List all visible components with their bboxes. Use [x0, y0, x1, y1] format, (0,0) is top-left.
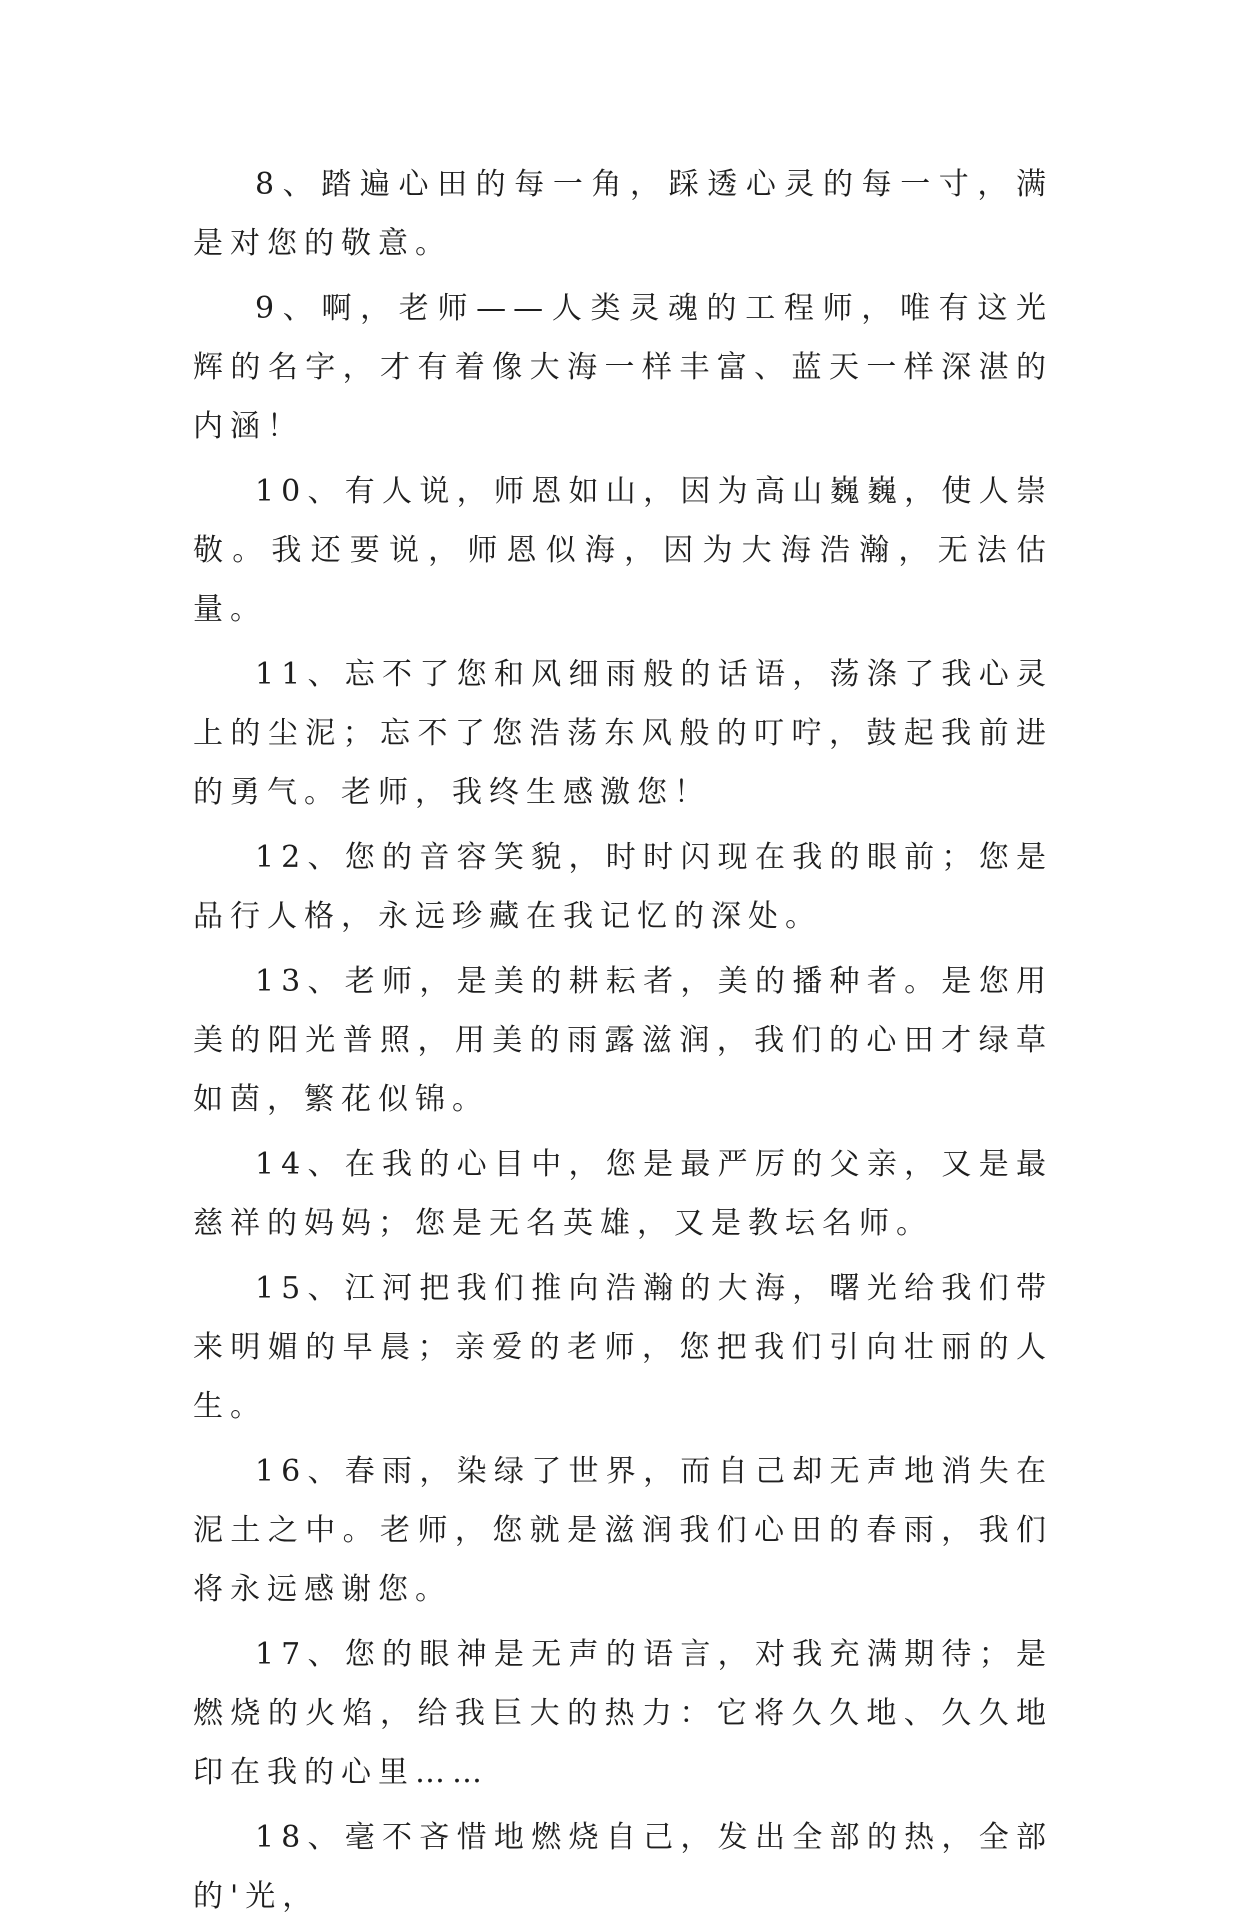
paragraph-17: 17、您的眼神是无声的语言，对我充满期待；是燃烧的火焰，给我巨大的热力：它将久久地、久久地印在我的心里……: [193, 1637, 1053, 1790]
paragraph-15: 15、江河把我们推向浩瀚的大海，曙光给我们带来明媚的早晨；亲爱的老师，您把我们引向壮丽的人生。: [193, 1271, 1053, 1424]
paragraph-16: 16、春雨，染绿了世界，而自己却无声地消失在泥土之中。老师，您就是滋润我们心田的春雨，我们将永远感谢您。: [193, 1454, 1053, 1607]
document-body: [193, 155, 1053, 1932]
paragraph-14: 14、在我的心目中，您是最严厉的父亲，又是最慈祥的妈妈；您是无名英雄，又是教坛名师。: [193, 1147, 1053, 1241]
paragraph-9: 9、啊，老师——人类灵魂的工程师，唯有这光辉的名字，才有着像大海一样丰富、蓝天一样深湛的内涵！: [193, 291, 1053, 444]
paragraph-13: 13、老师，是美的耕耘者，美的播种者。是您用美的阳光普照，用美的雨露滋润，我们的心田才绿草如茵，繁花似锦。: [193, 964, 1053, 1117]
paragraph-8: 8、踏遍心田的每一角，踩透心灵的每一寸，满是对您的敬意。: [193, 167, 1053, 261]
paragraph-12: 12、您的音容笑貌，时时闪现在我的眼前；您是品行人格，永远珍藏在我记忆的深处。: [193, 840, 1053, 934]
paragraph-18: 18、毫不吝惜地燃烧自己，发出全部的热，全部的'光，: [193, 1820, 1053, 1914]
paragraph-10: 10、有人说，师恩如山，因为高山巍巍，使人崇敬。我还要说，师恩似海，因为大海浩瀚，无法估量。: [193, 474, 1053, 627]
paragraph-11: 11、忘不了您和风细雨般的话语，荡涤了我心灵上的尘泥；忘不了您浩荡东风般的叮咛，鼓起我前进的勇气。老师，我终生感激您！: [193, 657, 1053, 810]
